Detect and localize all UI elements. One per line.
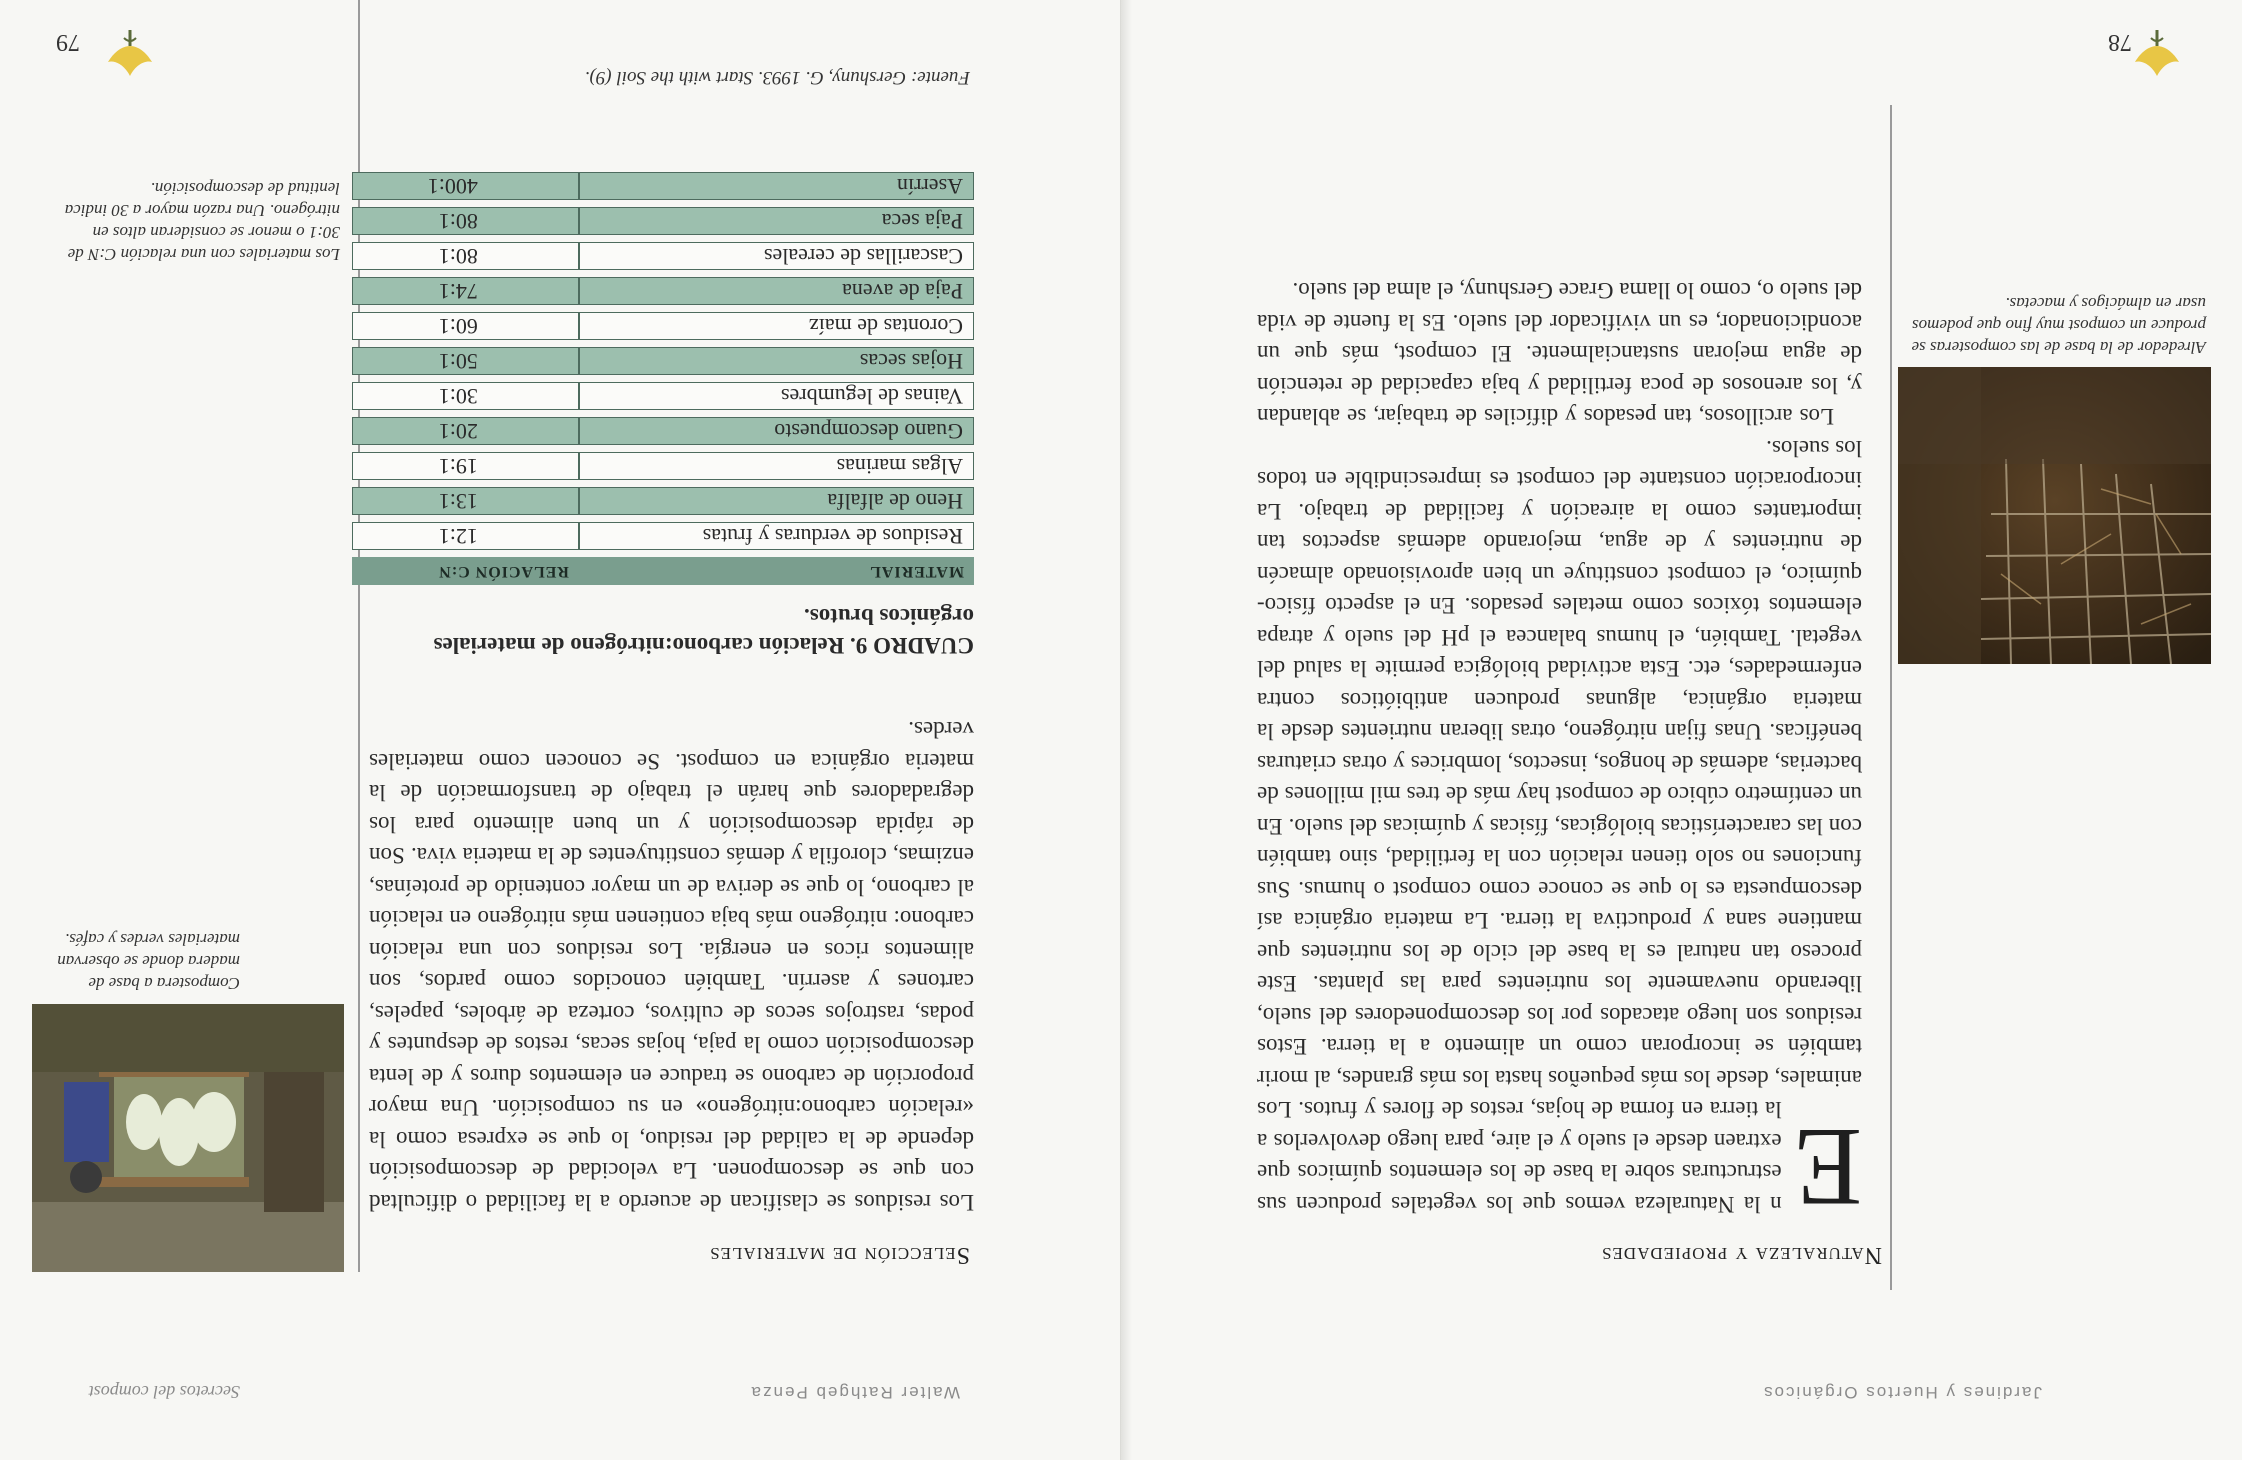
table-row: Algas marinas 19:1 [352,452,974,480]
running-head-author: Walter Rathgeb Penza [749,1383,960,1402]
table-row: Hojas secas 50:1 [352,347,974,375]
table-row: Corontas de maíz 60:1 [352,312,974,340]
page-number: 78 [2108,29,2132,55]
photo-caption: Compostera a base de madera donde se observan materiales verdes y cafés. [57,930,240,993]
column-rule [1890,105,1892,1290]
paragraph: n la Naturaleza vemos que los vegetales producen sus estructuras sobre la base de los elementos químicos que extraen desde el suelo y el aire, para luego devolverlos a la tierra en forma de hojas, restos de flores y frutos. Los animales, desde los más pequeños hasta los más grandes, al morir también se incorporan como un alimento a la tierra. Estos residuos son luego atacados por los descomponedores del suelo, liberando nuevamente los nutrientes para las plantas. Este proceso tan natural es la base del ciclo de los nutrientes que mantiene sana y productiva la tierra. La materia orgánica así descompuesta es lo que se conoce como compost o humus. Sus funciones no solo tienen relación con la fertilidad, sino también con las características biológicas, físicas y químicas del suelo. En un centímetro cúbico de compost hay más de tres mil millones de bacterias, además de hongos, insectos, lombrices y otras criaturas benéficas. Unas fijan nitrógeno, otras liberan nutrientes desde la materia orgánica, algunas producen antibióticos contra enfermedades, etc. Esta actividad biológica permite la salud del vegetal. También, el humus balancea el pH del suelo y atrapa elementos tóxicos como metales pesados. En el aspecto físico-químico, el compost constituye un bien aprovisionado almacén de nutrientes y de agua, mejorando además aspectos tan importantes como la aireación y facilidad de trabajo. La incorporación constante del compost es imprescindible en todos los suelos. [1257,436,1862,1217]
flower-ornament-icon [2127,22,2187,82]
table-header: MATERIAL [579,557,974,585]
running-head-title: Secretos del compost [88,1382,240,1402]
table-row: Paja seca 80:1 [352,207,974,235]
body-text [369,714,974,1218]
side-note: Los materiales con una relación C:N de 30:1 o menor se consideran altos en nitrógeno. Una razón mayor a 30 indica lentitud de descomposición. [64,179,340,264]
table-row: Heno de alfalfa 13:1 [352,487,974,515]
page-79 [0,0,1120,1460]
wooden-compost-bin-photo [32,1004,344,1272]
table-row: Residuos de verduras y frutas 12:1 [352,522,974,550]
section-title: Naturaleza y propiedades [1601,1242,1882,1268]
dropcap: E [1793,1105,1862,1229]
table-row: Paja de avena 74:1 [352,277,974,305]
table-row: Vainas de legumbres 30:1 [352,382,974,410]
cn-ratio-table [352,165,974,592]
paragraph: Los arcillosos, tan pesados y difíciles de trabajar, se ablandan y, los arenosos de poca fertilidad y baja capacidad de retención de agua mejoran sustancialmente. El compost, más que un acondicionador, es un vivificador del suelo. Es la fuente de vida del suelo o, como lo llama Grace Gershuny, el alma del suelo. [1257,278,1862,430]
table-header: RELACIÓN C:N [352,557,579,585]
running-head: Jardines y Huertos Orgánicos [1762,1383,2042,1402]
table-label: CUADRO 9. [850,633,974,658]
photo-caption: Alrededor de la base de las composteras se produce un compost muy fino que podemos usar en almácigos y macetas. [1911,294,2206,357]
table-row: Cascarillas de cereales 80:1 [352,242,974,270]
table-row: Guano descompuesto 20:1 [352,417,974,445]
table-row: Aserrín 400:1 [352,172,974,200]
page-number: 79 [56,29,80,55]
table-caption: Relación carbono:nitrógeno de materiales orgánicos brutos. [433,604,974,658]
table-title [374,602,974,660]
body-text [1257,275,1862,1229]
page-78 [1122,0,2242,1460]
table-source: Fuente: Gershuny, G. 1993. Start with the Soil (9). [584,67,970,88]
flower-ornament-icon [100,22,160,82]
section-title: Selección de materiales [709,1242,970,1268]
paragraph: Los residuos se clasifican de acuerdo a la facilidad o dificultad con que se descomponen. La velocidad de descomposición depende de la calidad del residuo, lo que se expresa como la «relación carbono:nitrógeno» en su composición. Una mayor proporción de carbono se traduce en elementos duros y de lenta descomposición como la paja, hojas secas, restos de despuntes y podas, rastrojos secos de cultivos, corteza de árboles, papeles, cartones y aserrín. También conocidos como pardos, son alimentos ricos en energía. Los residuos con una relación carbono: nitrógeno más baja contienen más nitrógeno en relación al carbono, lo que se deriva de un mayor contenido de proteínas, enzimas, clorofila y demás constituyentes de la materia viva. Son de rápida descomposición y un buen alimento para los degradadores que harán el trabajo de transformación de la materia orgánica en compost. Se conocen como materiales verdes. [369,717,974,1215]
compost-bin-photo [1898,367,2211,664]
